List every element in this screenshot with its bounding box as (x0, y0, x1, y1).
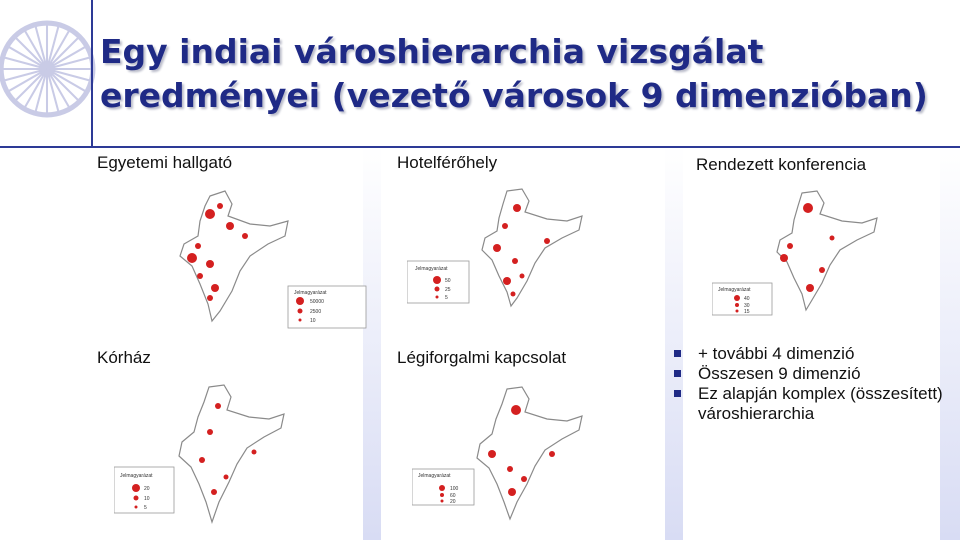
panel-egyetemi-hallgato (92, 148, 362, 338)
title-line-1: Egy indiai városhierarchia vizsgálat (100, 32, 764, 71)
bullet-text: + további 4 dimenzió (698, 344, 855, 363)
legend-value: 100 (450, 486, 459, 492)
panel-legiforgalmi-kapcsolat (392, 342, 664, 540)
panel-korhaz (92, 342, 362, 540)
india-map (407, 186, 607, 311)
bullet-text: Ez alapján komplex (összesített) városhierarchia (698, 384, 943, 423)
panel-label: Egyetemi hallgató (97, 153, 233, 172)
bullet-item (672, 344, 957, 364)
legend-title: Jelmagyarázat (294, 290, 327, 296)
panel-hotelferohely (392, 148, 664, 338)
india-map (412, 384, 612, 524)
header-vertical-rule (91, 0, 93, 148)
bullet-square-icon (674, 390, 681, 397)
india-map (114, 382, 324, 532)
legend-value: 50000 (310, 299, 324, 305)
legend-value: 60 (450, 493, 456, 499)
legend-title: Jelmagyarázat (415, 266, 448, 272)
bullet-square-icon (674, 350, 681, 357)
bullet-text: Összesen 9 dimenzió (698, 364, 861, 383)
legend-title: Jelmagyarázat (718, 287, 751, 293)
legend-value: 25 (445, 287, 451, 293)
legend-title: Jelmagyarázat (418, 473, 451, 479)
legend-value: 40 (744, 296, 750, 302)
legend-value: 20 (144, 486, 150, 492)
legend-value: 30 (744, 303, 750, 309)
legend-value: 20 (450, 499, 456, 505)
legend-value: 50 (445, 278, 451, 284)
legend-title: Jelmagyarázat (120, 473, 153, 479)
bullet-square-icon (674, 370, 681, 377)
background-stripe (940, 145, 960, 540)
bullet-list (672, 344, 957, 424)
legend-value: 5 (144, 505, 147, 511)
panel-label: Légiforgalmi kapcsolat (397, 348, 567, 367)
legend-value: 10 (310, 318, 316, 324)
legend-value: 5 (445, 295, 448, 301)
bullet-item (672, 384, 957, 424)
chakra-wheel-logo (0, 18, 98, 120)
india-map (712, 188, 902, 318)
panel-label: Hotelférőhely (397, 153, 498, 172)
title-line-2: eredményei (vezető városok 9 dimenzióban) (100, 76, 928, 115)
slide-title (100, 30, 940, 118)
legend-value: 2500 (310, 309, 322, 315)
panel-label: Kórház (97, 348, 151, 367)
bullet-item (672, 364, 957, 384)
panel-rendezett-konferencia (690, 148, 930, 328)
legend-value: 10 (144, 496, 150, 502)
legend-value: 15 (744, 309, 750, 315)
india-map (170, 186, 370, 331)
panel-label: Rendezett konferencia (696, 155, 867, 174)
background-stripe (665, 145, 683, 540)
